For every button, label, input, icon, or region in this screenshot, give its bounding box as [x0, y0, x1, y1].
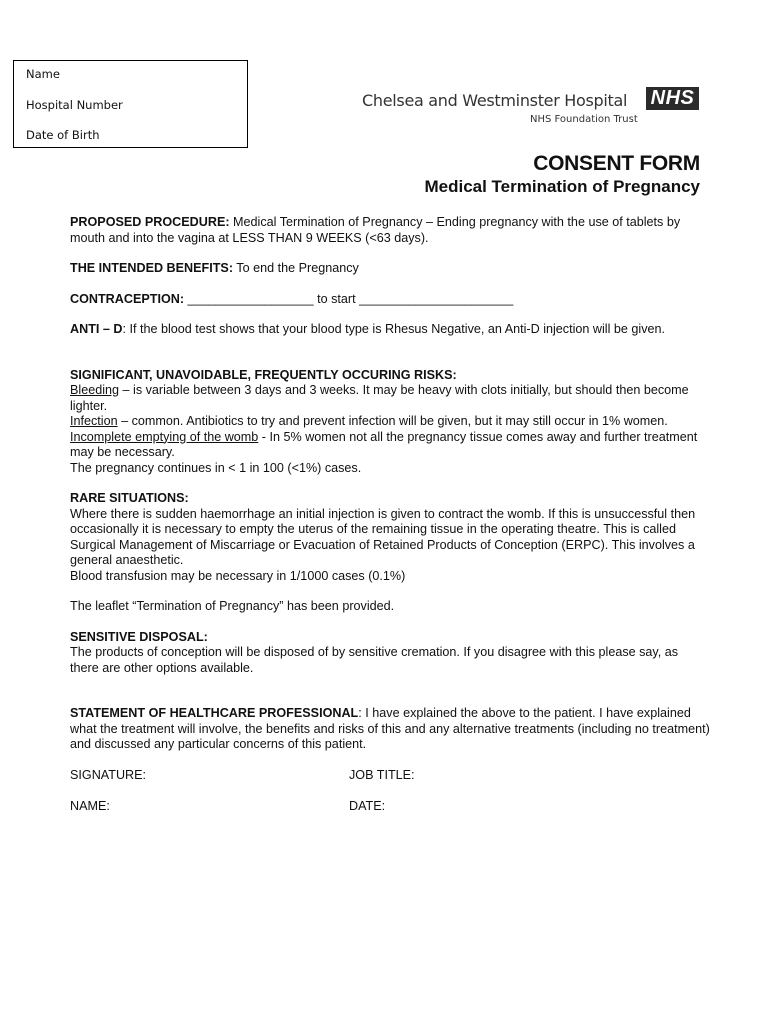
- trust-name: NHS Foundation Trust: [530, 114, 638, 125]
- intended-benefits-text: To end the Pregnancy: [233, 261, 359, 275]
- risk-incomplete: [70, 430, 710, 461]
- intended-benefits-label: THE INTENDED BENEFITS:: [70, 261, 234, 275]
- contraception-label: CONTRACEPTION:: [70, 291, 185, 306]
- leaflet-note: The leaflet “Termination of Pregnancy” has been provided.: [70, 599, 395, 613]
- signature-label: SIGNATURE:: [70, 767, 147, 782]
- risk-infection: [70, 414, 710, 430]
- proposed-procedure: [70, 215, 710, 246]
- risk-bleeding: [70, 383, 710, 414]
- risk-infection-term: Infection: [70, 414, 118, 428]
- risk-incomplete-term: Incomplete emptying of the womb: [70, 429, 259, 444]
- risk-bleeding-term: Bleeding: [70, 383, 120, 397]
- disposal-heading: SENSITIVE DISPOSAL:: [70, 629, 208, 644]
- proposed-procedure-text: Medical Termination of Pregnancy – Ending pregnancy with the use of tablets by mouth and into the vagina at LESS THAN 9 WEEKS (<63 days).: [70, 215, 681, 245]
- disposal-text: The products of conception will be disposed of by sensitive cremation. If you disagree with this please say, as there are other options available.: [70, 645, 679, 675]
- patient-details-box: [13, 60, 248, 148]
- contraception: [70, 292, 710, 308]
- nhs-logo: NHS: [646, 87, 699, 110]
- risk-continues: The pregnancy continues in < 1 in 100 (<1%) cases.: [70, 460, 362, 475]
- name-date-row: [70, 799, 710, 815]
- hospital-number-label: Hospital Number: [26, 98, 123, 112]
- risks-heading: SIGNIFICANT, UNAVOIDABLE, FREQUENTLY OCCURING RISKS:: [70, 367, 457, 382]
- signature-row: [70, 768, 710, 784]
- statement-label: STATEMENT OF HEALTHCARE PROFESSIONAL: [70, 706, 359, 720]
- anti-d-label: ANTI – D: [70, 322, 123, 336]
- date-of-birth-label: Date of Birth: [26, 128, 100, 142]
- job-title-label: JOB TITLE:: [349, 767, 415, 782]
- name-label: NAME:: [70, 798, 110, 813]
- statement: [70, 706, 710, 753]
- date-label: DATE:: [349, 798, 386, 813]
- rare-heading: RARE SITUATIONS:: [70, 491, 189, 505]
- contraception-text: __________________ to start ______________________: [184, 291, 514, 306]
- risk-incomplete-text: - In 5% women not all the pregnancy tissue comes away and further treatment may be necessary.: [70, 429, 698, 459]
- form-subtitle: Medical Termination of Pregnancy: [424, 177, 700, 196]
- form-body: [70, 215, 710, 815]
- patient-name-label: Name: [26, 67, 60, 81]
- hospital-name: Chelsea and Westminster Hospital: [362, 91, 628, 110]
- form-title: CONSENT FORM: [533, 152, 700, 175]
- rare-text: Where there is sudden haemorrhage an initial injection is given to contract the womb. If this is unsuccessful then occasionally it is necessary to empty the uterus of the remaining tissue in the operating theatre. This is called Surgical Management of Miscarriage or Evacuation of Retained Products of Conception (ERPC). This involves a general anaesthetic.: [70, 506, 696, 567]
- anti-d: [70, 322, 710, 338]
- anti-d-text: : If the blood test shows that your blood type is Rhesus Negative, an Anti-D injection will be given.: [122, 322, 666, 336]
- risk-bleeding-text: – is variable between 3 days and 3 weeks. It may be heavy with clots initially, but should then become lighter.: [70, 383, 689, 413]
- proposed-procedure-label: PROPOSED PROCEDURE:: [70, 215, 230, 229]
- statement-text: : I have explained the above to the patient. I have explained what the treatment will involve, the benefits and risks of this and any alternative treatments (including no treatment) and discussed any particular concerns of this patient.: [70, 706, 710, 751]
- intended-benefits: [70, 261, 710, 277]
- rare-transfusion: Blood transfusion may be necessary in 1/1000 cases (0.1%): [70, 568, 406, 583]
- risk-infection-text: – common. Antibiotics to try and prevent infection will be given, but it may still occur in 1% women.: [117, 414, 668, 428]
